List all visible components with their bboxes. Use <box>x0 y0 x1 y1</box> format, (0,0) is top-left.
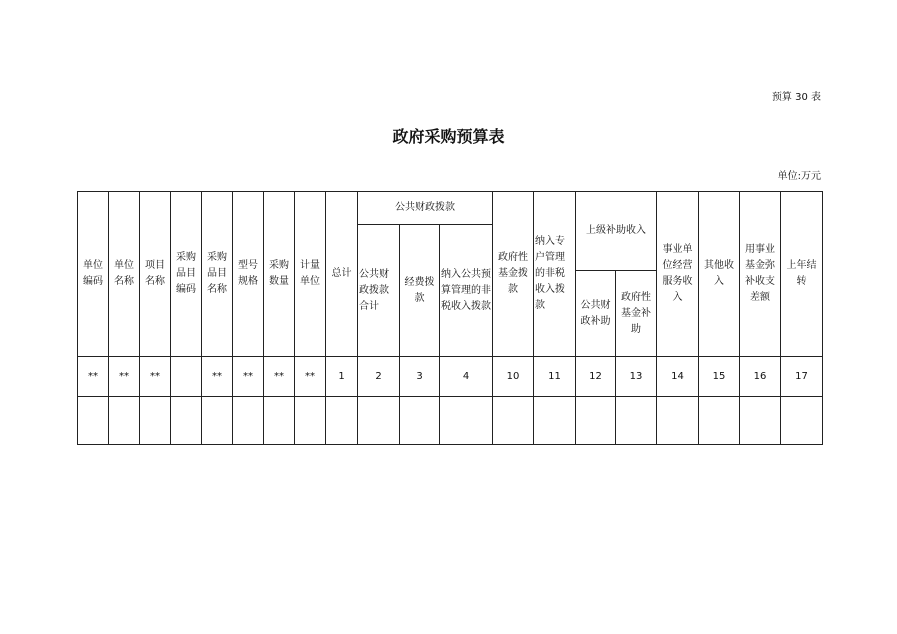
header-carryover: 上年结转 <box>781 192 823 357</box>
data-cell[interactable] <box>295 397 326 445</box>
header-public-finance: 公共财政拨款 <box>358 192 493 225</box>
data-cell[interactable] <box>264 397 295 445</box>
data-cell[interactable] <box>657 397 699 445</box>
header-gov-fund-subsidy: 政府性基金补助 <box>616 271 657 357</box>
header-gov-fund: 政府性基金拨款 <box>493 192 534 357</box>
index-cell: ** <box>109 357 140 397</box>
form-id: 预算 30 表 <box>771 92 821 103</box>
index-cell: 4 <box>440 357 493 397</box>
data-cell[interactable] <box>109 397 140 445</box>
header-other-income: 其他收入 <box>699 192 740 357</box>
header-total: 总计 <box>326 192 358 357</box>
header-unit-name: 单位名称 <box>109 192 140 357</box>
index-cell: 16 <box>740 357 781 397</box>
index-cell: ** <box>202 357 233 397</box>
data-cell[interactable] <box>358 397 400 445</box>
header-public-finance-total: 公共财政拨款合计 <box>358 225 400 357</box>
header-quantity: 采购数量 <box>264 192 295 357</box>
header-superior-subsidy: 上级补助收入 <box>576 192 657 271</box>
header-project-name: 项目名称 <box>140 192 171 357</box>
header-business-income: 事业单位经营服务收入 <box>657 192 699 357</box>
index-cell: ** <box>233 357 264 397</box>
page-title: 政府采购预算表 <box>392 127 505 146</box>
index-cell: 10 <box>493 357 534 397</box>
header-non-tax: 纳入公共预算管理的非税收入拨款 <box>440 225 493 357</box>
data-cell[interactable] <box>534 397 576 445</box>
data-row <box>78 397 823 445</box>
index-cell: 2 <box>358 357 400 397</box>
data-cell[interactable] <box>140 397 171 445</box>
index-cell: 12 <box>576 357 616 397</box>
header-item-name: 采购品目名称 <box>202 192 233 357</box>
data-cell[interactable] <box>202 397 233 445</box>
index-cell: ** <box>264 357 295 397</box>
header-fund-balance: 用事业基金弥补收支差额 <box>740 192 781 357</box>
data-cell[interactable] <box>781 397 823 445</box>
header-funding: 经费拨款 <box>400 225 440 357</box>
data-cell[interactable] <box>440 397 493 445</box>
data-cell[interactable] <box>493 397 534 445</box>
index-cell: 1 <box>326 357 358 397</box>
data-cell[interactable] <box>616 397 657 445</box>
data-cell[interactable] <box>326 397 358 445</box>
header-measure-unit: 计量单位 <box>295 192 326 357</box>
index-cell <box>171 357 202 397</box>
header-public-finance-subsidy: 公共财政补助 <box>576 271 616 357</box>
data-cell[interactable] <box>171 397 202 445</box>
index-cell: 14 <box>657 357 699 397</box>
index-cell: ** <box>295 357 326 397</box>
data-cell[interactable] <box>78 397 109 445</box>
header-unit-code: 单位编码 <box>78 192 109 357</box>
header-special-non-tax: 纳入专户管理的非税收入拨款 <box>534 192 576 357</box>
header-item-code: 采购品目编码 <box>171 192 202 357</box>
index-cell: 11 <box>534 357 576 397</box>
data-cell[interactable] <box>400 397 440 445</box>
index-cell: 13 <box>616 357 657 397</box>
data-cell[interactable] <box>576 397 616 445</box>
unit-label: 单位:万元 <box>777 171 821 182</box>
data-cell[interactable] <box>699 397 740 445</box>
header-model: 型号规格 <box>233 192 264 357</box>
index-row <box>78 357 823 397</box>
data-cell[interactable] <box>740 397 781 445</box>
index-cell: 15 <box>699 357 740 397</box>
budget-table <box>77 191 823 445</box>
index-cell: ** <box>140 357 171 397</box>
data-cell[interactable] <box>233 397 264 445</box>
index-cell: 17 <box>781 357 823 397</box>
index-cell: ** <box>78 357 109 397</box>
index-cell: 3 <box>400 357 440 397</box>
